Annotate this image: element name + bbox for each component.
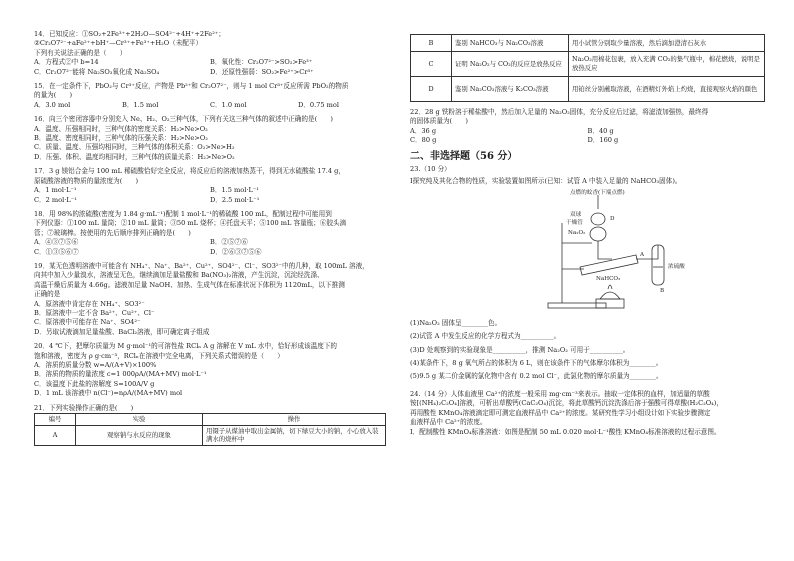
option-d: D．0.75 mol (298, 100, 339, 109)
question-text: 正确的是 (34, 290, 61, 299)
option-b: B．温度、密度相同时，三种气体的压强关系：H₂>Ne>O₂ (34, 134, 208, 143)
table-cell: 观察钠与水反应的现象 (76, 425, 203, 445)
question-24 (410, 390, 765, 437)
experiment-table (34, 413, 386, 446)
question-19 (34, 262, 386, 337)
table-cell: D (411, 77, 452, 102)
experiment-table-continued (410, 34, 765, 102)
question-15 (34, 82, 386, 110)
column-header: 操作 (203, 414, 386, 426)
question-text: 19．某无色透明溶液中可能含有 NH₄⁺、Na⁺、Ba²⁺、Cu²⁺、SO4²⁻、Cl⁻、SO3²⁻中的几种，取 100mL 溶液， (34, 261, 369, 270)
option-d: D．另取试液滴加足量盐酸、BaCl₂溶液，即可确定离子组成 (34, 327, 210, 336)
question-21 (34, 404, 386, 446)
option-b: B．1.5 mol (122, 100, 159, 109)
question-text: 的固体质量为( ) (410, 117, 468, 126)
question-22 (410, 108, 765, 146)
question-text: 下列仪器：①100 mL 量筒；②10 mL 量筒；③50 mL 烧杯；④托盘天平；⑤100 mL 容量瓶；⑥胶头滴 (34, 219, 347, 228)
option-b: B．40 g (587, 126, 614, 135)
table-cell: C (411, 52, 452, 77)
question-text: 饱和溶液，密度为 ρ g·cm⁻³，RClₙ在溶液中完全电离，下列关系式错误的是（ ） (34, 351, 284, 360)
table-cell: A (35, 425, 76, 445)
table-cell: 鉴别 Na₂CO₃溶液与 K₂CO₃溶液 (452, 77, 569, 102)
section-title: 二、非选择题（56 分） (410, 150, 518, 162)
option-d: D．压强、体积、温度均相同时，三种气体的质量关系：H₂>Ne>O₂ (34, 152, 235, 161)
options (34, 58, 386, 77)
option-c: C．质量、温度、压强均相同时，三种气体的体积关系：O₂>Ne>H₂ (34, 143, 235, 152)
left-column (34, 30, 386, 451)
option-c: C．①③⑤⑥⑦ (34, 247, 79, 256)
question-text: 14．已知反应：①SO₂+2Fe³⁺+2H₂O—SO4²⁻+4H⁺+2Fe²⁺； (34, 30, 225, 38)
diagram-label: 点燃的蚊香(下端点燃) (570, 189, 625, 196)
question-text: 24.（14 分）人体血液里 Ca²⁺的浓度一般采用 mg·cm⁻³来表示。抽取一定体积的血样，加适量的草酸 (410, 389, 710, 398)
table-row (411, 77, 765, 102)
option-b: B．1.5 mol·L⁻¹ (210, 186, 259, 195)
options (34, 238, 386, 257)
options (34, 101, 386, 110)
table-cell: 鉴别 NaHCO₃与 Na₂CO₃溶液 (452, 35, 569, 52)
diagram-label: B (660, 287, 665, 294)
question-text: 再用酸性 KMnO₄溶液滴定即可测定血液样品中 Ca²⁺的浓度。某研究性学习小组设计如下实验步骤测定 (410, 408, 711, 417)
option-a: A．溶质的质量分数 w=A/(A+V)×100% (34, 361, 157, 369)
option-d: D．还原性强弱：SO₂>Fe²⁺>Cr³⁺ (210, 67, 314, 76)
question-20 (34, 342, 386, 398)
diagram-label: 浓硫酸 (668, 263, 685, 270)
option-c: C．80 g (410, 136, 437, 145)
question-14 (34, 30, 386, 77)
question-text: Ⅰ探究纯及其化合物的性质，实验装置如图所示(已知：试管 A 中装入足量的 NaHCO₃固体)。 (410, 177, 682, 186)
question-text: 的量为( ) (34, 91, 73, 100)
diagram-label: NaHCO₃ (596, 275, 621, 282)
right-column (410, 34, 765, 442)
diagram-label: A (640, 251, 645, 258)
option-a: A．1 mol·L⁻¹ (34, 186, 77, 195)
option-b: B．氧化性：Cr₂O7²⁻>SO₂>Fe³⁺ (210, 58, 313, 67)
option-c: C．2 mol·L⁻¹ (34, 195, 77, 204)
table-row (411, 52, 765, 77)
sub-question: (3)D 处观察到的实验现象是__________，推测 Na₂O₂ 可用于__________。 (410, 345, 630, 354)
option-a: A．④③⑦⑤⑥ (34, 238, 79, 247)
option-c: C．Cr₂O7²⁻能将 Na₂SO₃氧化成 Na₂SO₄ (34, 67, 160, 76)
question-text: 铵[(NH₄)₂C₂O₄]溶液，可析出草酸钙(CaC₂O₄)沉淀，将此草酸钙沉淀洗涤后溶于强酸可得草酸(H₂C₂O₄)， (410, 399, 723, 408)
question-text: 管；⑦玻璃棒。按使用的先后顺序排列正确的是( ) (34, 228, 191, 237)
sub-question: (5)9.5 g 某二价金属的氯化物中含有 0.2 mol Cl⁻，此氯化物的摩尔质量为________。 (410, 372, 663, 381)
option-a: A．原溶液中肯定存在 NH₄⁺、SO3²⁻ (34, 299, 145, 308)
table-row (411, 35, 765, 52)
table-header-row (35, 414, 386, 426)
diagram-label: D (610, 215, 615, 222)
option-a: A．温度、压强相同时，三种气体的密度关系：H₂>Ne>O₂ (34, 124, 208, 133)
question-text: ②Cr₂O7²⁻+aFe²⁺+bH⁺—Cr³⁺+Fe³⁺+H₂O（未配平） (34, 39, 203, 48)
table-cell: Na₂O₂用棉花包裹，放入充满 CO₂的集气瓶中，棉花燃烧，说明是放热反应 (569, 52, 765, 77)
question-23 (410, 165, 765, 382)
sub-question: (2)试管 A 中发生反应的化学方程式为__________。 (410, 332, 561, 341)
option-c: C．原溶液中可能存在 Na⁺、SO4²⁻ (34, 318, 141, 327)
question-text: 原硫酸溶液的物质的量浓度为( ) (34, 176, 139, 185)
option-b: B．原溶液中一定不含 Ba²⁺、Cu²⁺、Cl⁻ (34, 308, 155, 317)
column-header: 实验 (76, 414, 203, 426)
option-a: A．36 g (410, 126, 437, 135)
option-a: A．3.0 mol (34, 100, 71, 109)
table-cell: 用小试管分别取少量溶液，然后滴加澄清石灰水 (569, 35, 765, 52)
table-cell: 证明 Na₂O₂与 CO₂的反应是放热反应 (452, 52, 569, 77)
option-c: C．该温度下此盐的溶解度 S=100A/V g (34, 379, 155, 388)
diagram-label: Na₂O₂ (568, 229, 586, 236)
question-text: 16．向三个密闭容器中分别充入 Ne、H₂、O₂三种气体，下列有关这三种气体的叙述中正确的是( ) (34, 115, 333, 124)
question-18 (34, 210, 386, 257)
apparatus-drawing (540, 189, 700, 315)
table-cell: B (411, 35, 452, 52)
option-c: C．1.0 mol (210, 100, 247, 109)
table-row (35, 425, 386, 445)
table-cell: 用铂丝分别蘸取溶液，在酒精灯外焰上灼烧，直接观察火焰的颜色 (569, 77, 765, 102)
question-text: 18．用 98%的浓硫酸(密度为 1.84 g·mL⁻¹)配制 1 mol·L⁻¹的稀硫酸 100 mL，配制过程中可能用到 (34, 209, 332, 218)
option-d: D．1 mL 该溶液中 n(Cl⁻)=nρA/(MA+MV) mol (34, 389, 183, 398)
option-a: A．方程式②中 b=14 (34, 58, 99, 67)
diagram-label: 干燥管 (566, 219, 583, 226)
question-17 (34, 167, 386, 205)
question-text: 20．4 ℃下，把摩尔质量为 M g·mol⁻¹的可溶性盐 RClₙ A g 溶解在 V mL 水中，恰好形成该温度下的 (34, 342, 338, 351)
question-text: 22．28 g 铁粉溶于稀盐酸中，然后加入足量的 Na₂O₂固体，充分反应后过滤，将滤渣加强热，最终得 (410, 108, 709, 116)
sub-question: (4)某条件下，8 g 氧气所占的体积为 6 L，则在该条件下的气体摩尔体积为________。 (410, 359, 663, 368)
option-d: D．160 g (587, 136, 619, 145)
option-b: B．②⑤⑦⑥ (210, 238, 248, 247)
table-cell: 用镊子从煤油中取出金属钠，切下绿豆大小的钠，小心放入装满水的烧杯中 (203, 425, 386, 445)
question-text: 高温干燥后质量为 4.66g。滤液加足量 NaOH、加热、生成气体在标准状况下体积为 1120mL，以下推测 (34, 280, 345, 289)
question-text: 15．在一定条件下，PbO₂与 Cr³⁺反应，产物是 Pb²⁺和 Cr₂O7²⁻，则与 1 mol Cr³⁺反应所需 PbO₂的物质 (34, 82, 349, 91)
question-text: 21．下列实验操作正确的是( ) (34, 403, 134, 412)
question-head: 23.（10 分） (410, 165, 451, 174)
question-text: Ⅰ．配制酸性 KMnO₄标准溶液：如图是配制 50 mL 0.020 mol·L⁻¹酸性 KMnO₄标准溶液的过程示意图。 (410, 427, 721, 436)
question-text: 17．3 g 镁铝合金与 100 mL 稀硫酸恰好完全反应，将反应后的溶液加热蒸干，得到无水硫酸盐 17.4 g， (34, 167, 345, 176)
option-d: D．2.5 mol·L⁻¹ (210, 195, 260, 204)
options (410, 127, 765, 146)
options (34, 186, 386, 205)
diagram-label: 双球 (570, 211, 582, 218)
question-16 (34, 115, 386, 162)
option-d: D．②⑥③⑦⑤⑥ (210, 247, 262, 256)
question-text: 血液样品中 Ca²⁺的浓度。 (410, 418, 487, 427)
column-header: 编号 (35, 414, 76, 426)
question-text: 向其中加入少量溴水，溶液呈无色，继续滴加足量盐酸和 Ba(NO₃)₂溶液，产生沉淀，沉淀经洗涤、 (34, 271, 324, 280)
sub-question: (1)Na₂O₂ 固体呈________色。 (410, 318, 502, 327)
question-text: 下列有关说法正确的是（ ） (34, 48, 127, 57)
apparatus-diagram (540, 189, 700, 315)
option-b: B．溶质的物质的量浓度 c=1 000ρA/(MA+MV) mol·L⁻¹ (34, 370, 207, 379)
